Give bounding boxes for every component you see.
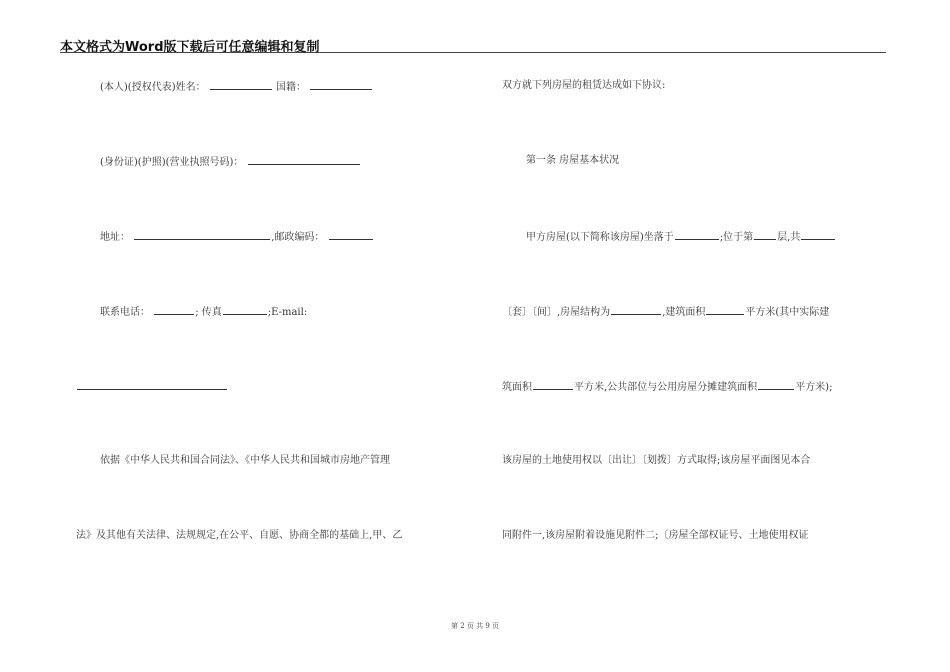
phone-label: 联系电话： — [100, 307, 150, 318]
left-line-3 — [100, 230, 374, 244]
area-blank[interactable] — [706, 305, 744, 315]
left-line-5 — [76, 380, 228, 394]
floor-blank[interactable] — [754, 230, 776, 240]
total-floors-label: 层,共 — [777, 232, 801, 243]
email-blank[interactable] — [77, 380, 227, 390]
left-line-4 — [100, 305, 307, 319]
actual-area-label: 筑面积 — [502, 382, 532, 393]
right-line-6: 该房屋的土地使用权以〔出让〕〔划拨〕方式取得;该房屋平面图见本合 — [502, 455, 811, 466]
right-line-1: 双方就下列房屋的租赁达成如下协议: — [502, 80, 666, 91]
address-label: 地址： — [100, 232, 130, 243]
postcode-label: ,邮政编码： — [271, 232, 325, 243]
shared-area-unit: 平方米); — [795, 382, 833, 393]
document-header-title: 本文格式为Word版下载后可任意编辑和复制 — [60, 40, 320, 55]
area-label: ,建筑面积 — [662, 307, 706, 318]
area-unit-label: 平方米(其中实际建 — [745, 307, 830, 318]
shared-area-blank[interactable] — [758, 380, 794, 390]
structure-blank[interactable] — [611, 305, 661, 315]
location-blank[interactable] — [675, 230, 719, 240]
left-line-1 — [100, 80, 373, 94]
name-blank[interactable] — [210, 80, 272, 90]
fax-blank[interactable] — [223, 305, 267, 315]
postcode-blank[interactable] — [329, 230, 373, 240]
left-line-2 — [100, 155, 361, 169]
phone-blank[interactable] — [154, 305, 194, 315]
right-line-2: 第一条 房屋基本状况 — [526, 155, 620, 166]
total-floors-blank[interactable] — [801, 230, 835, 240]
right-line-5 — [502, 380, 832, 394]
floor-label: ;位于第 — [719, 232, 754, 243]
id-label: (身份证)(护照)(营业执照号码)： — [100, 157, 244, 168]
fax-label: ; 传真 — [195, 307, 222, 318]
structure-label: 〔套〕〔间〕,房屋结构为 — [502, 307, 611, 318]
email-label: ;E-mail: — [267, 307, 308, 318]
nationality-blank[interactable] — [310, 80, 372, 90]
left-line-7: 法》及其他有关法律、法规规定,在公平、自愿、协商全都的基础上,甲、乙 — [76, 530, 403, 541]
left-line-6: 依据《中华人民共和国合同法》、《中华人民共和国城市房地产管理 — [100, 455, 390, 466]
location-label: 甲方房屋(以下简称该房屋)坐落于 — [526, 232, 674, 243]
header-divider — [60, 52, 886, 53]
address-blank[interactable] — [134, 230, 270, 240]
shared-area-label: 平方米,公共部位与公用房屋分摊建筑面积 — [574, 382, 758, 393]
page-number: 第 2 页 共 9 页 — [450, 622, 500, 630]
id-blank[interactable] — [248, 155, 360, 165]
right-line-3 — [526, 230, 836, 244]
name-label: (本人)(授权代表)姓名： — [100, 82, 206, 93]
nationality-label: 国籍： — [275, 82, 306, 93]
right-line-4 — [502, 305, 829, 319]
right-line-7: 同附件一,该房屋附着设施见附件二;〔房屋全部权证号、土地使用权证 — [502, 530, 809, 541]
actual-area-blank[interactable] — [533, 380, 573, 390]
